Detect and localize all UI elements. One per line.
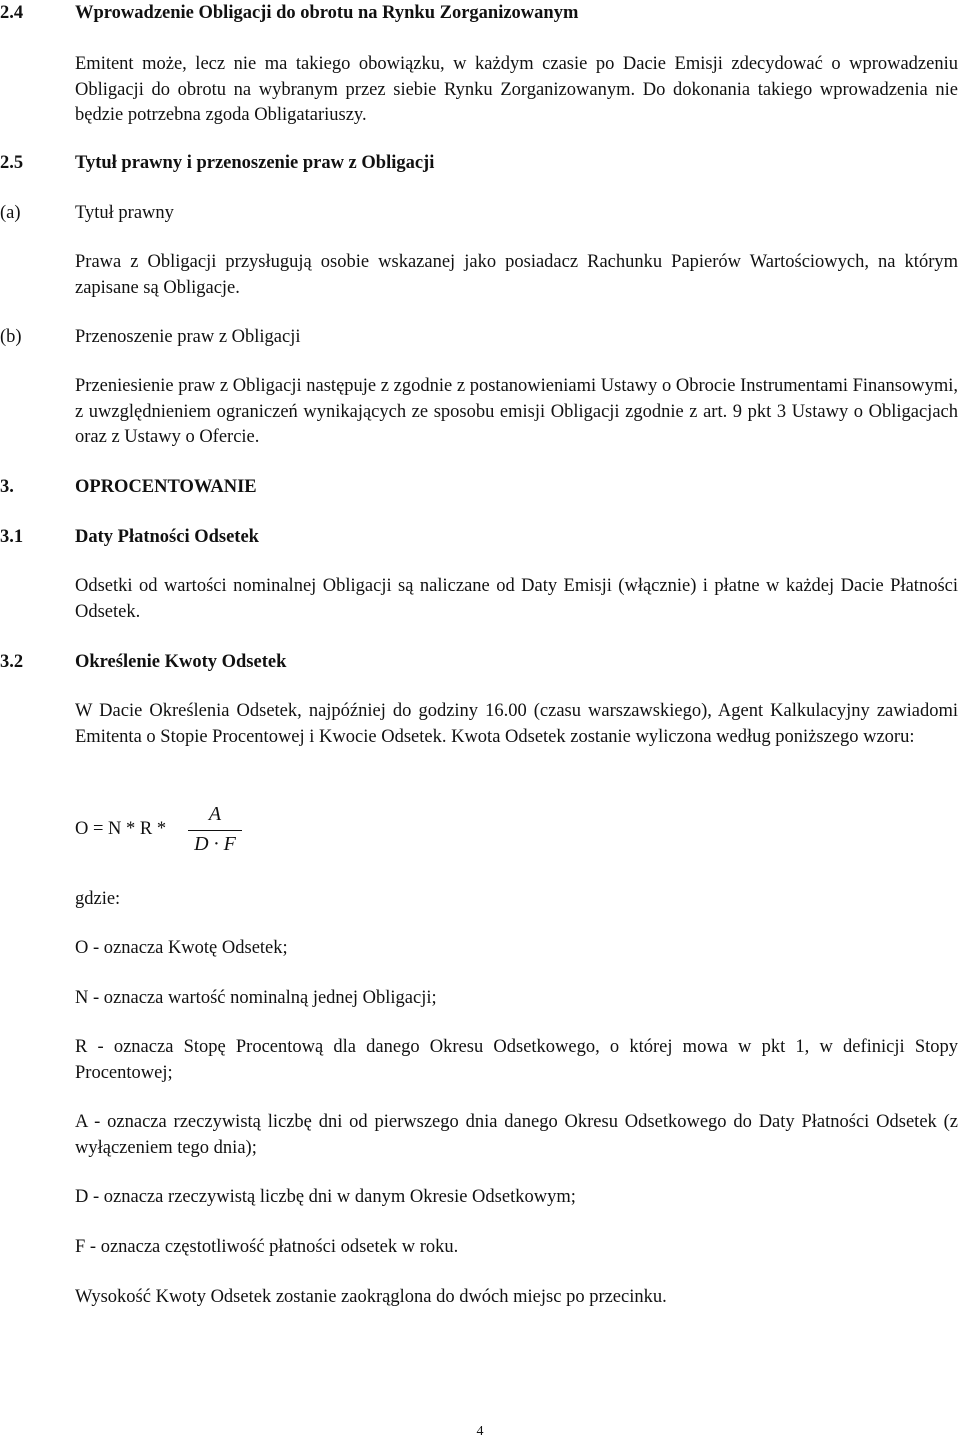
subsection-body-b: Przeniesienie praw z Obligacji następuje z zgodnie z postanowieniami Ustawy o Obrocie Instrumentami Finansowymi, z uwzględnieniem ograniczeń wynikających ze sposobu emisji Obligacji zgodnie z art. 9 pkt 3 Ustawy o Obligacjach oraz z Ustawy o Ofercie. (75, 376, 958, 447)
definition-item: A - oznacza rzeczywistą liczbę dni od pierwszego dnia danego Okresu Odsetkowego do Daty Płatności Odsetek (z wyłączeniem tego dnia); (75, 1112, 958, 1158)
subsection-label-a: (a) (0, 203, 21, 223)
section-title-2-5: Tytuł prawny i przenoszenie praw z Obligacji (75, 153, 435, 173)
section-title-2-4: Wprowadzenie Obligacji do obrotu na Rynku Zorganizowanym (75, 3, 579, 23)
rounding-note: Wysokość Kwoty Odsetek zostanie zaokrąglona do dwóch miejsc po przecinku. (75, 1287, 667, 1307)
section-body-3-2: W Dacie Określenia Odsetek, najpóźniej do godziny 16.00 (czasu warszawskiego), Agent Kalkulacyjny zawiadomi Emitenta o Stopie Procentowej i Kwocie Odsetek. Kwota Odsetek zostanie wyliczona według poniższego wzoru: (75, 701, 958, 747)
section-number-2-4: 2.4 (0, 3, 24, 23)
subsection-title-b: Przenoszenie praw z Obligacji (75, 327, 301, 347)
definition-item: F - oznacza częstotliwość płatności odsetek w roku. (75, 1237, 459, 1257)
section-number-3-1: 3.1 (0, 527, 24, 547)
subsection-label-b: (b) (0, 327, 22, 347)
subsection-body-a: Prawa z Obligacji przysługują osobie wskazanej jako posiadacz Rachunku Papierów Wartościowych, na którym zapisane są Obligacje. (75, 252, 958, 298)
definition-item: D - oznacza rzeczywistą liczbę dni w danym Okresie Odsetkowym; (75, 1187, 576, 1207)
page-number: 4 (476, 1424, 484, 1439)
section-number-2-5: 2.5 (0, 153, 24, 173)
formula-denominator: D · F (194, 833, 236, 855)
section-body-2-4: Emitent może, lecz nie ma takiego obowiązku, w każdym czasie po Dacie Emisji zdecydować o wprowadzeniu Obligacji do obrotu na wybranym przez siebie Rynku Zorganizowanym. Do dokonania takiego wprowadzenia nie będzie potrzebna zgoda Obligatariuszy. (75, 54, 958, 125)
where-label: gdzie: (75, 889, 121, 909)
section-body-3-1: Odsetki od wartości nominalnej Obligacji są naliczane od Daty Emisji (włącznie) i płatne w każdej Dacie Płatności Odsetek. (75, 576, 958, 622)
formula-fraction (188, 803, 242, 863)
section-title-3: OPROCENTOWANIE (75, 477, 257, 497)
section-title-3-1: Daty Płatności Odsetek (75, 527, 259, 547)
definition-item: O - oznacza Kwotę Odsetek; (75, 938, 288, 958)
subsection-title-a: Tytuł prawny (75, 203, 174, 223)
fraction-bar (188, 830, 242, 831)
definition-item: N - oznacza wartość nominalną jednej Obligacji; (75, 988, 437, 1008)
formula-lhs: O = N * R * (75, 819, 167, 839)
section-title-3-2: Określenie Kwoty Odsetek (75, 652, 287, 672)
definition-item: R - oznacza Stopę Procentową dla danego Okresu Odsetkowego, o której mowa w pkt 1, w definicji Stopy Procentowej; (75, 1037, 958, 1083)
section-number-3-2: 3.2 (0, 652, 24, 672)
formula-numerator: A (208, 803, 222, 825)
section-number-3: 3. (0, 477, 14, 497)
